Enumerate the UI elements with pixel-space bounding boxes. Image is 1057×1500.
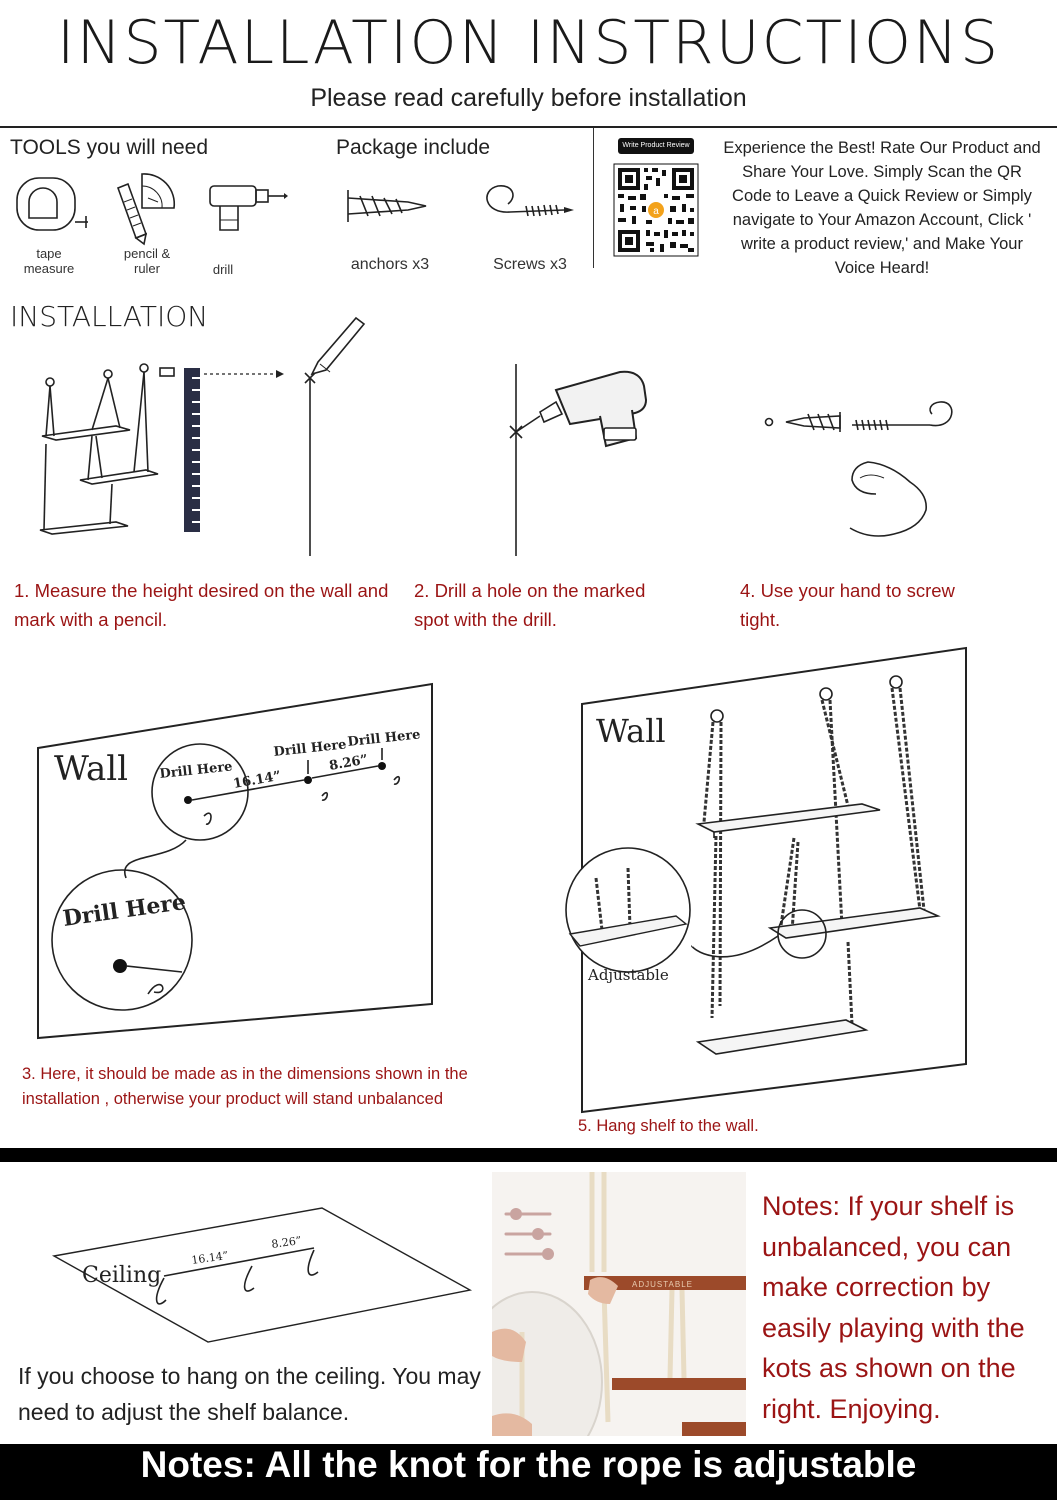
step-2-caption: 2. Drill a hole on the marked spot with the drill.: [414, 580, 646, 630]
photo-board-label: ADJUSTABLE: [632, 1280, 693, 1289]
pencil-ruler-icon: [112, 168, 182, 246]
drill-here-label: Drill Here: [346, 727, 422, 750]
installation-heading: INSTALLATION: [10, 300, 209, 333]
drill-step-illustration: [500, 360, 680, 560]
package-heading: Package include: [336, 136, 491, 159]
anchor-icon: [342, 186, 430, 226]
svg-text:a: a: [653, 206, 659, 217]
dimension-2-label: 8.26”: [328, 752, 370, 774]
tool-label-drill: [206, 262, 240, 277]
ceiling-label: Ceiling: [82, 1263, 162, 1288]
review-text: Experience the Best! Rate Our Product and Share Your Love. Simply Scan the QR Code to Leave a Quick Review or Simply navigate to Your Amazon Account, Click ' write a product review,' and Make Your Voice Heard!: [723, 139, 1041, 277]
wall-label: Wall: [54, 749, 129, 789]
drill-here-zoom-label: Drill Here: [61, 888, 188, 932]
dimension-1-label: 16.14”: [232, 768, 283, 792]
step-1-caption: 1. Measure the height desired on the wall and mark with a pencil.: [14, 580, 389, 630]
adjustable-label: Adjustable: [588, 966, 669, 984]
shelf-photo-scene: [492, 1172, 746, 1436]
step-4-caption: 4. Use your hand to screw tight.: [740, 580, 955, 630]
notes-right: Notes: If your shelf is unbalanced, you can make correction by easily playing with the kots as shown on the right. Enjoying.: [762, 1191, 1025, 1424]
tool-label-text: tape measure: [23, 246, 75, 276]
qr-label: Write Product Review: [618, 138, 694, 154]
tools-heading: TOOLS you will need: [10, 136, 209, 159]
package-label-anchors: anchors x3: [350, 256, 430, 273]
qr-code-icon[interactable]: [612, 162, 700, 258]
step-5-caption: 5. Hang shelf to the wall.: [578, 1117, 759, 1135]
tape-measure-icon: [14, 172, 94, 242]
drill-icon: [206, 182, 290, 240]
drill-here-label: Drill Here: [272, 737, 348, 760]
wall-drill-diagram: [36, 682, 436, 1054]
tool-label-tape: [14, 246, 84, 276]
wall-shelf-diagram: [580, 646, 970, 1116]
measure-illustration: [36, 312, 366, 562]
page-subtitle: Please read carefully before installation: [310, 84, 747, 112]
adjustable-shelf-photo: [492, 1172, 746, 1436]
ceiling-dim-1: 16.14”: [190, 1248, 230, 1267]
drill-here-label: Drill Here: [158, 759, 234, 782]
qr-code-panel[interactable]: [612, 138, 700, 262]
step-3-caption: 3. Here, it should be made as in the dimensions shown in the installation , otherwise your product will stand unbalanced: [22, 1065, 468, 1108]
tool-label-text: drill: [212, 262, 234, 277]
tool-label-text: pencil & ruler: [123, 246, 171, 276]
wall-label-right: Wall: [596, 712, 666, 750]
ceiling-dim-2: 8.26”: [270, 1233, 303, 1251]
ceiling-note: If you choose to hang on the ceiling. You may need to adjust the shelf balance.: [18, 1363, 481, 1425]
ceiling-diagram: [52, 1206, 472, 1346]
divider: [0, 126, 1057, 128]
divider: [593, 128, 594, 268]
screw-hook-illustration: [760, 400, 960, 550]
footer-note: Notes: All the knot for the rope is adjustable: [0, 1444, 1057, 1500]
hook-screw-icon: [478, 182, 578, 232]
tool-label-pencil: [112, 246, 182, 276]
section-divider-bar: [0, 1148, 1057, 1162]
page-title: INSTALLATION INSTRUCTIONS: [56, 8, 1001, 78]
package-label-screws: Screws x3: [493, 256, 567, 273]
